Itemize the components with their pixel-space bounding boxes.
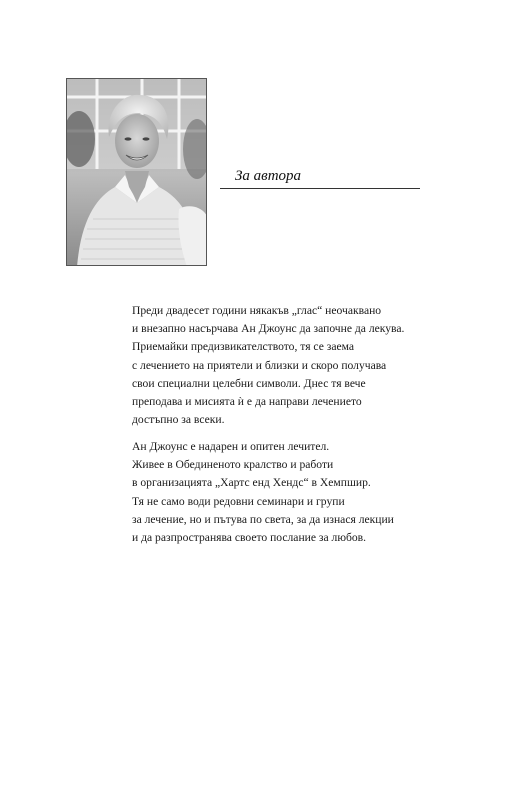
text-line: достъпно за всеки.: [132, 413, 225, 427]
heading-underline: [220, 188, 420, 189]
text-line: и да разпространява своето послание за любов.: [132, 531, 367, 545]
text-line: Ан Джоунс е надарен и опитен лечител.: [132, 440, 330, 453]
section-heading: За автора: [235, 168, 302, 184]
text-line: Живее в Обединеното кралство и работи: [132, 458, 334, 472]
bio-paragraph-1: [132, 302, 422, 429]
text-line: Тя не само води редовни семинари и групи: [132, 494, 345, 508]
text-line: с лечението на приятели и близки и скоро получава: [132, 358, 387, 372]
text-line: за лечение, но и пътува по света, за да изнася лекции: [132, 512, 394, 526]
text-line: преподава и мисията ѝ е да направи лечението: [132, 395, 362, 409]
author-portrait-illustration: [67, 79, 207, 266]
text-line: свои специални целебни символи. Днес тя вече: [132, 376, 366, 390]
text-line: в организацията „Хартс енд Хендс“ в Хемпшир.: [132, 476, 371, 490]
text-line: Преди двадесет години някакъв „глас“ неочаквано: [132, 304, 382, 317]
text-line: Приемайки предизвикателството, тя се заема: [132, 340, 355, 354]
author-photo: [66, 78, 207, 266]
text-line: и внезапно насърчава Ан Джоунс да започне да лекува.: [132, 322, 405, 336]
bio-paragraph-2: [132, 438, 422, 547]
